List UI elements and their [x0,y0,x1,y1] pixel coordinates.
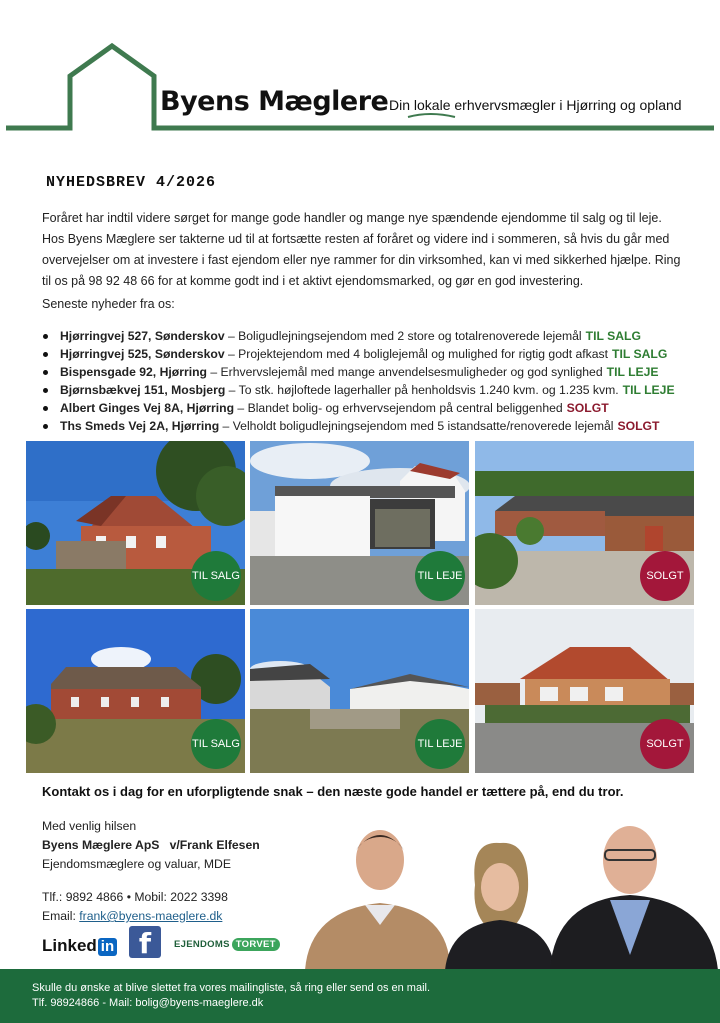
social-logos [42,926,282,960]
property-photo[interactable] [475,609,694,773]
status-badge: TIL SALG [191,719,241,769]
brand-name: Byens Mæglere [160,86,389,117]
email-link[interactable]: frank@byens-maeglere.dk [79,909,223,923]
company-line [42,836,260,855]
status-badge: SOLGT [640,719,690,769]
news-status: TIL LEJE [606,365,659,379]
property-photo[interactable] [250,441,469,605]
intro-text: Foråret har indtil videre sørget for mange gode handler og mange nye spændende ejendomme til salg og til leje. Hos Byens Mæglere ser takterne ud til at fortsætte resten af foråret og videre ind i sommeren, så hvis du går med overvejelser om at investere i fast ejendom eller nye rammer for din virksomhed, kan vi med sikkerhed hjælpe. Ring til os på 98 92 48 66 for at komme godt ind i et aktivt ejendomsmarked, og gør en god investering. [42,211,681,288]
news-description: – Velholdt boligudlejningsejendom med 5 istandsatte/renoverede lejemål [219,419,614,433]
news-item [42,381,702,399]
news-item [42,399,702,417]
news-item [42,417,702,435]
facebook-icon[interactable]: f [129,926,161,958]
status-badge: TIL LEJE [415,719,465,769]
news-address: Bispensgade 92, Hjørring [60,365,207,379]
news-description: – Boligudlejningsejendom med 2 store og totalrenoverede lejemål [224,329,582,343]
news-address: Ths Smeds Vej 2A, Hjørring [60,419,220,433]
property-photo[interactable] [475,441,694,605]
house-logo-icon [0,0,720,140]
property-photo-grid [26,441,694,773]
email-label: Email: [42,909,80,923]
news-address: Albert Ginges Vej 8A, Hjørring [60,401,235,415]
status-badge: SOLGT [640,551,690,601]
news-status: SOLGT [617,419,660,433]
company-name: Byens Mæglere ApS [42,838,160,852]
unsubscribe-text: Skulle du ønske at blive slettet fra vores mailingliste, så ring eller send os en mail. [32,982,431,994]
ejendomstorvet-logo[interactable]: EJENDOMS TORVET [174,938,280,951]
news-status: TIL SALG [612,347,668,361]
news-list [42,327,702,435]
team-photo [300,815,720,970]
news-description: – To stk. højloftede lagerhaller på henholdsvis 1.240 kvm. og 1.235 kvm. [225,383,619,397]
news-status: SOLGT [566,401,609,415]
news-description: – Projektejendom med 4 boliglejemål og mulighed for rigtig godt afkast [224,347,609,361]
news-description: – Blandet bolig- og erhvervsejendom på central beliggenhed [234,401,563,415]
contact-block [42,817,260,926]
news-item [42,327,702,345]
contact-person: v/Frank Elfesen [169,838,260,852]
news-status: TIL LEJE [622,383,675,397]
phone-line: Tlf.: 9892 4866 • Mobil: 2022 3398 [42,890,228,904]
latest-label: Seneste nyheder fra os: [42,297,175,311]
linkedin-icon[interactable]: Linked in [42,936,117,956]
property-photo[interactable] [26,441,245,605]
news-item [42,363,702,381]
status-badge: TIL LEJE [415,551,465,601]
email-line [42,907,260,926]
call-to-action: Kontakt os i dag for en uforpligtende snak – den næste gode handel er tættere på, end du tror. [42,784,624,799]
greeting: Med venlig hilsen [42,819,137,833]
header [0,0,720,140]
property-photo[interactable] [26,609,245,773]
news-status: TIL SALG [585,329,641,343]
newsletter-title: NYHEDSBREV 4/2026 [46,174,217,191]
news-address: Hjørringvej 525, Sønderskov [60,347,225,361]
footer [0,969,720,1023]
footer-contact: Tlf. 98924866 - Mail: bolig@byens-maeglere.dk [32,997,264,1009]
tagline: Din lokale erhvervsmægler i Hjørring og opland [389,97,682,113]
news-description: – Erhvervslejemål med mange anvendelsesmuligheder og god synlighed [206,365,603,379]
news-address: Bjørnsbækvej 151, Mosbjerg [60,383,226,397]
property-photo[interactable] [250,609,469,773]
status-badge: TIL SALG [191,551,241,601]
news-item [42,345,702,363]
news-address: Hjørringvej 527, Sønderskov [60,329,225,343]
contact-title: Ejendomsmæglere og valuar, MDE [42,857,231,871]
